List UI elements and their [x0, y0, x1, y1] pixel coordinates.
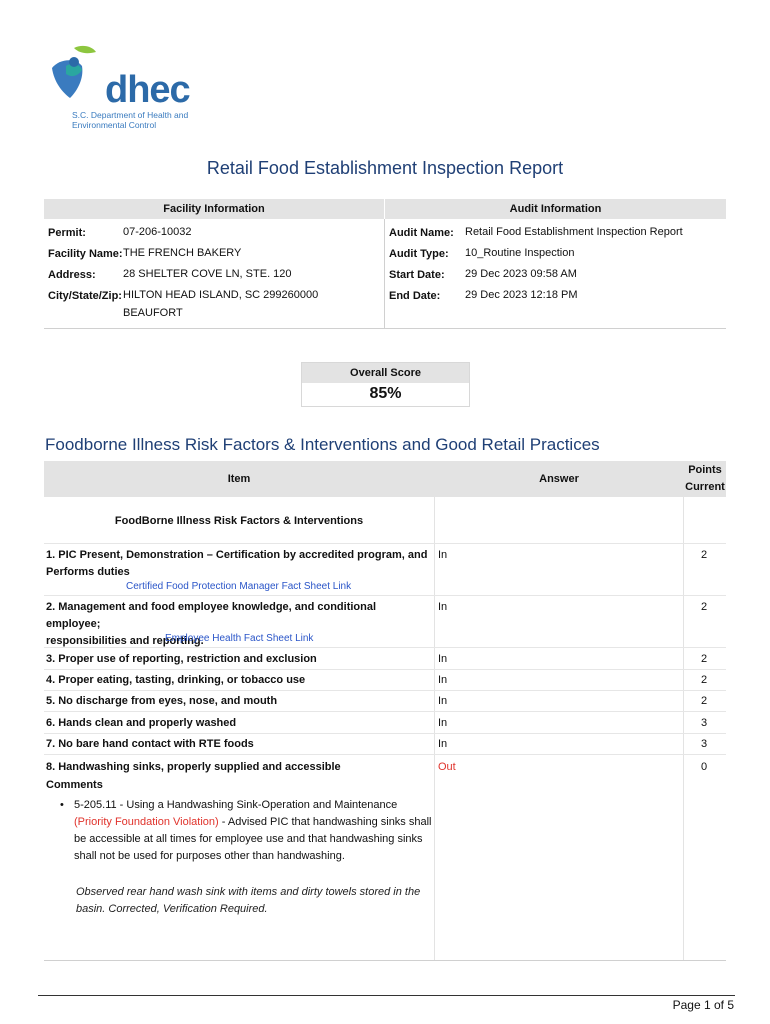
facility-info-header: Facility Information	[44, 199, 384, 219]
table-row	[44, 669, 726, 691]
section-title: Foodborne Illness Risk Factors & Interventions and Good Retail Practices	[45, 435, 600, 454]
audit-name-label: Audit Name:	[389, 227, 454, 239]
violation-type: (Priority Foundation Violation)	[74, 816, 219, 828]
page-number: Page 1 of 5	[672, 998, 734, 1012]
item-answer: In	[438, 549, 448, 561]
audit-type-label: Audit Type:	[389, 248, 449, 260]
item-answer: In	[438, 601, 448, 613]
item-question: 8. Handwashing sinks, properly supplied and accessible	[46, 761, 341, 773]
start-date-label: Start Date:	[389, 269, 445, 281]
logo-wordmark: dhec	[105, 69, 190, 111]
audit-type-value: 10_Routine Inspection	[465, 247, 575, 259]
end-date-label: End Date:	[389, 290, 441, 302]
item-question-line2: Performs duties	[46, 566, 130, 578]
end-date-value: 29 Dec 2023 12:18 PM	[465, 289, 578, 301]
item-answer: Out	[438, 761, 456, 773]
item-points: 3	[700, 717, 708, 729]
table-row	[44, 712, 726, 734]
subheader-text: FoodBorne Illness Risk Factors & Interventions	[114, 515, 364, 527]
item-question	[46, 547, 431, 581]
overall-score-box	[301, 362, 470, 407]
table-header	[44, 461, 726, 497]
item-answer: In	[438, 695, 448, 707]
audit-name-value: Retail Food Establishment Inspection Report	[465, 226, 683, 238]
city-value-line2: BEAUFORT	[123, 307, 183, 319]
item-answer: In	[438, 653, 448, 665]
overall-score-label: Overall Score	[302, 363, 469, 383]
item-question: 5. No discharge from eyes, nose, and mouth	[46, 695, 278, 707]
fact-sheet-link[interactable]: Certified Food Protection Manager Fact Sheet Link	[126, 581, 352, 592]
fact-sheet-link[interactable]: Employee Health Fact Sheet Link	[165, 633, 314, 644]
info-block	[44, 199, 726, 329]
item-points: 3	[700, 738, 708, 750]
item-question: 3. Proper use of reporting, restriction and exclusion	[46, 653, 317, 665]
table-row	[44, 733, 726, 755]
item-answer: In	[438, 717, 448, 729]
item-points: 2	[700, 653, 708, 665]
item-question-line2: responsibilities and reporting.	[46, 635, 204, 647]
col-item-header: Item	[227, 473, 251, 485]
col-points-header-1: Points	[688, 464, 722, 476]
item-question: 4. Proper eating, tasting, drinking, or tobacco use	[46, 674, 306, 686]
logo-subtitle-line1: S.C. Department of Health and	[72, 110, 189, 120]
facility-name-label: Facility Name:	[48, 248, 123, 260]
logo-subtitle-line2: Environmental Control	[72, 120, 157, 130]
observation-text: Observed rear hand wash sink with items and dirty towels stored in the basin. Corrected, Verification Required.	[76, 886, 421, 915]
permit-value: 07-206-10032	[123, 226, 192, 238]
dhec-logo	[44, 44, 214, 144]
facility-name-value: THE FRENCH BAKERY	[123, 247, 242, 259]
item-points: 2	[700, 695, 708, 707]
audit-info-header: Audit Information	[385, 199, 726, 219]
overall-score-value: 85%	[369, 385, 402, 402]
logo-subtitle	[72, 110, 188, 130]
item-answer: In	[438, 674, 448, 686]
leaf-person-icon	[44, 44, 114, 114]
table-row	[44, 690, 726, 712]
table-row	[44, 648, 726, 670]
item-answer: In	[438, 738, 448, 750]
comment-text	[74, 797, 434, 865]
table-row	[44, 595, 726, 648]
bullet-dot-icon: •	[60, 799, 64, 811]
info-divider	[384, 219, 385, 328]
item-points: 2	[700, 601, 708, 613]
comments-label: Comments	[46, 779, 103, 791]
inspection-table	[44, 461, 726, 961]
table-row	[44, 543, 726, 596]
city-value-line1: HILTON HEAD ISLAND, SC 299260000	[123, 289, 319, 301]
comment-code: 5-205.11 - Using a Handwashing Sink-Operation and Maintenance	[74, 799, 398, 811]
city-label: City/State/Zip:	[48, 290, 122, 302]
permit-label: Permit:	[48, 227, 86, 239]
col-points-header-2: Current	[685, 481, 725, 493]
address-label: Address:	[48, 269, 96, 281]
address-value: 28 SHELTER COVE LN, STE. 120	[123, 268, 292, 280]
table-subheader-row	[44, 497, 726, 544]
start-date-value: 29 Dec 2023 09:58 AM	[465, 268, 577, 280]
item-question-line1: 1. PIC Present, Demonstration – Certification by accredited program, and	[46, 549, 428, 561]
item-points: 2	[700, 674, 708, 686]
col-answer-header: Answer	[539, 473, 579, 485]
item-points: 2	[700, 549, 708, 561]
item-points: 0	[700, 761, 708, 773]
item-question-line1: 2. Management and food employee knowledge, and conditional employee;	[46, 601, 377, 630]
report-title: Retail Food Establishment Inspection Report	[206, 158, 564, 178]
item-question: 6. Hands clean and properly washed	[46, 717, 237, 729]
footer-line	[38, 995, 735, 996]
comment-detail: - Advised PIC that handwashing sinks shall be accessible at all times for employee use and that handwashing sinks shall not be used for purposes other than handwashing.	[74, 816, 432, 862]
item-question: 7. No bare hand contact with RTE foods	[46, 738, 254, 750]
